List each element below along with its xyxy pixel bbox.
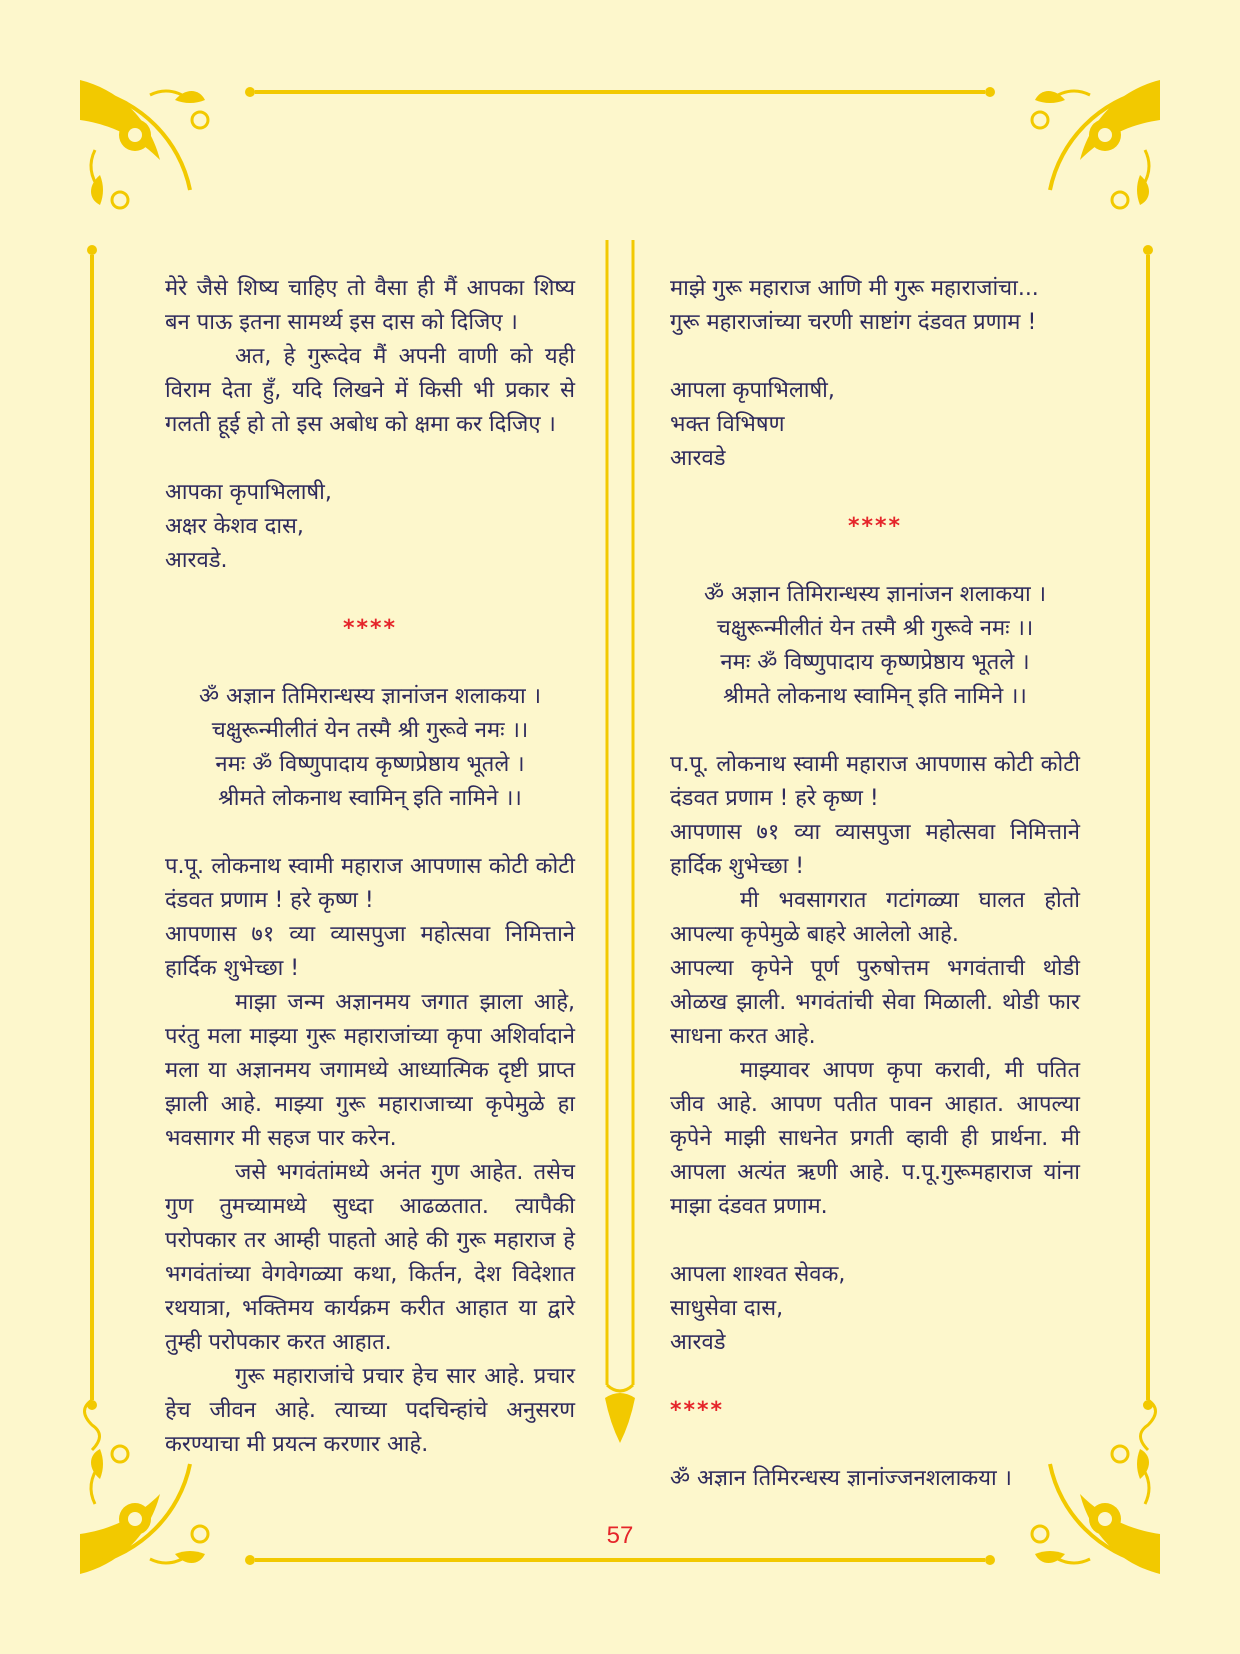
right-paragraph-4: आपल्या कृपेने पूर्ण पुरुषोत्तम भगवंताची थोडी ओळख झाली. भगवंतांची सेवा मिळाली. थोडी फार साधना करत आहे.	[670, 956, 1080, 1049]
right-last-line: ॐ अज्ञान तिमिरन्धस्य ज्ञानांज्जनशलाकया ।	[670, 1466, 1012, 1491]
left-shloka-line-2: चक्षुरून्मीलीतं येन तस्मै श्री गुरूवे नमः ।।	[211, 718, 529, 743]
left-paragraph-4: आपणास ७१ व्या व्यासपुजा महोत्सवा निमित्ताने हार्दिक शुभेच्छा !	[165, 922, 575, 981]
right-signature-line-4: आपला शाश्वत सेवक,	[670, 1262, 846, 1287]
right-shloka-line-1: ॐ अज्ञान तिमिरान्धस्य ज्ञानांजन शलाकया ।	[703, 582, 1047, 607]
left-signature-line-1: आपका कृपाभिलाषी,	[165, 480, 332, 505]
right-signature-line-2: भक्त विभिषण	[670, 412, 785, 437]
right-paragraph-1: प.पू. लोकनाथ स्वामी महाराज आपणास कोटी कोटी दंडवत प्रणाम ! हरे कृष्ण !	[670, 752, 1080, 811]
right-column	[670, 272, 1080, 1496]
right-shloka-line-2: चक्षुरून्मीलीतं येन तस्मै श्री गुरूवे नमः ।।	[716, 616, 1034, 641]
left-signature-line-3: आरवडे.	[165, 548, 228, 573]
right-star-separator-2: ****	[670, 1398, 725, 1423]
left-paragraph-2: अत, हे गुरूदेव मैं अपनी वाणी को यही विराम देता हुँ, यदि लिखने में किसी भी प्रकार से गलती हूई हो तो इस अबोध को क्षमा कर दिजिए ।	[165, 344, 575, 437]
left-paragraph-1: मेरे जैसे शिष्य चाहिए तो वैसा ही मैं आपका शिष्य बन पाऊ इतना सामर्थ्य इस दास को दिजिए ।	[165, 276, 575, 335]
right-line-2: गुरू महाराजांच्या चरणी साष्टांग दंडवत प्रणाम !	[670, 310, 1037, 335]
left-signature-line-2: अक्षर केशव दास,	[165, 514, 304, 539]
left-paragraph-5: माझा जन्म अज्ञानमय जगात झाला आहे, परंतु मला माझ्या गुरू महाराजांच्या कृपा अशिर्वादाने मला या अज्ञानमय जगामध्ये आध्यात्मिक दृष्टी प्राप्त झाली आहे. माझ्या गुरू महाराजाच्या कृपेमुळे हा भवसागर मी सहज पार करेन.	[165, 990, 575, 1151]
right-star-separator: ****	[847, 514, 903, 539]
right-signature-line-6: आरवडे	[670, 1330, 726, 1355]
left-shloka-line-1: ॐ अज्ञान तिमिरान्धस्य ज्ञानांजन शलाकया ।	[198, 684, 542, 709]
left-paragraph-7: गुरू महाराजांचे प्रचार हेच सार आहे. प्रचार हेच जीवन आहे. त्याच्या पदचिन्हांचे अनुसरण करण्याचा मी प्रयत्न करणार आहे.	[165, 1364, 575, 1457]
right-signature-line-3: आरवडे	[670, 446, 726, 471]
right-line-1: माझे गुरू महाराज आणि मी गुरू महाराजांचा...	[670, 276, 1039, 301]
right-shloka	[670, 578, 1080, 714]
left-shloka-line-3: नमः ॐ विष्णुपादाय कृष्णप्रेष्ठाय भूतले ।	[215, 752, 525, 777]
right-signature-line-5: साधुसेवा दास,	[670, 1296, 784, 1321]
right-signature-line-1: आपला कृपाभिलाषी,	[670, 378, 835, 403]
page-number: 57	[606, 1522, 634, 1549]
right-paragraph-5: माझ्यावर आपण कृपा करावी, मी पतित जीव आहे. आपण पतीत पावन आहात. आपल्या कृपेने माझी साधनेत प्रगती व्हावी ही प्रार्थना. मी आपला अत्यंत ऋणी आहे. प.पू.गुरूमहाराज यांना माझा दंडवत प्रणाम.	[670, 1058, 1080, 1219]
right-paragraph-3: मी भवसागरात गटांगळ्या घालत होतो आपल्या कृपेमुळे बाहरे आलेलो आहे.	[670, 888, 1080, 947]
left-column	[165, 272, 575, 1462]
left-shloka	[165, 680, 575, 816]
left-paragraph-3: प.पू. लोकनाथ स्वामी महाराज आपणास कोटी कोटी दंडवत प्रणाम ! हरे कृष्ण !	[165, 854, 575, 913]
left-paragraph-6: जसे भगवंतांमध्ये अनंत गुण आहेत. तसेच गुण तुमच्यामध्ये सुध्दा आढळतात. त्यापैकी परोपकार तर आम्ही पाहतो आहे की गुरू महाराज हे भगवंतांच्या वेगवेगळ्या कथा, किर्तन, देश विदेशात रथयात्रा, भक्तिमय कार्यक्रम करीत आहात या द्वारे तुम्ही परोपकार करत आहात.	[165, 1160, 575, 1355]
right-shloka-line-4: श्रीमते लोकनाथ स्वामिन् इति नामिने ।।	[723, 684, 1027, 709]
left-star-separator: ****	[342, 616, 398, 641]
left-shloka-line-4: श्रीमते लोकनाथ स्वामिन् इति नामिने ।।	[218, 786, 522, 811]
right-paragraph-2: आपणास ७१ व्या व्यासपुजा महोत्सवा निमित्ताने हार्दिक शुभेच्छा !	[670, 820, 1080, 879]
right-shloka-line-3: नमः ॐ विष्णुपादाय कृष्णप्रेष्ठाय भूतले ।	[720, 650, 1030, 675]
